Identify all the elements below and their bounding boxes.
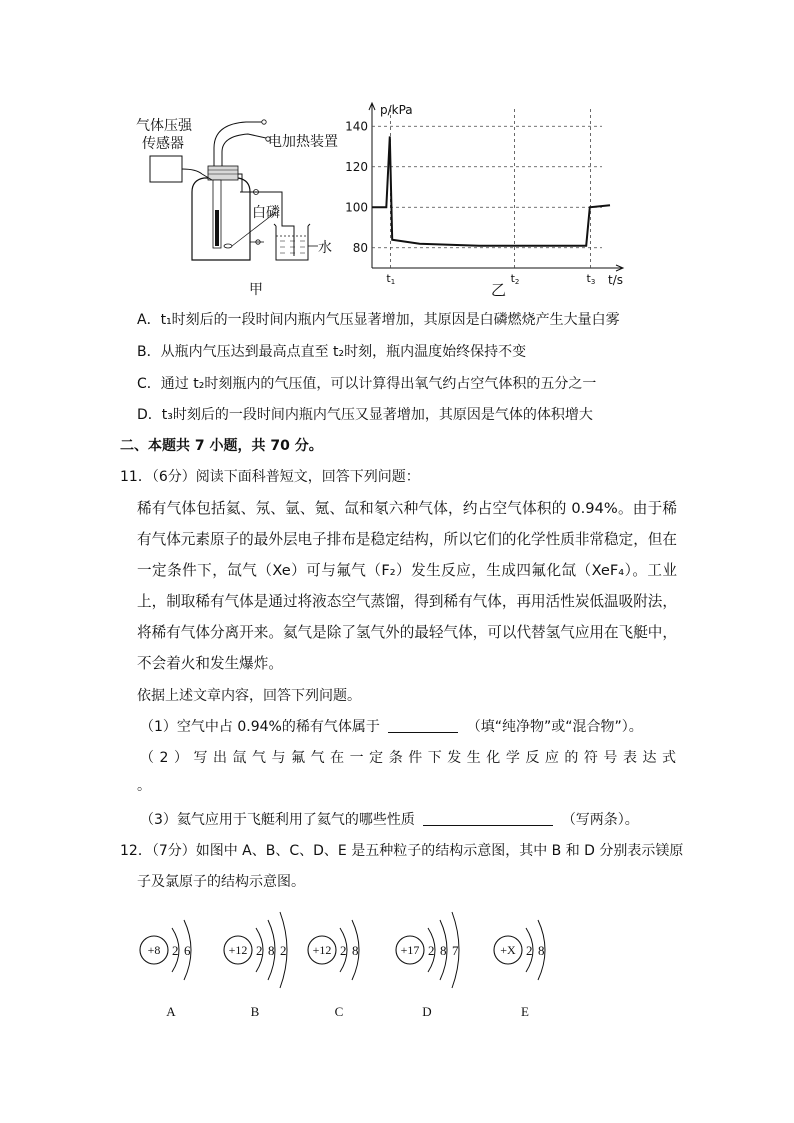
nucleus-charge: +X (500, 943, 516, 957)
option-d: D．t₃时刻后的一段时间内瓶内气压又显著增加，其原因是气体的体积增大 (137, 407, 593, 423)
heater-label: 电加热装置 (268, 134, 338, 150)
pressure-sensor-box (150, 156, 182, 182)
q12-stem-line1: 12．（7分）如图中 A、B、C、D、E 是五种粒子的结构示意图，其中 B 和 D 分别表示镁原 (120, 843, 684, 859)
particle-a (140, 920, 191, 1019)
electron-count: 2 (340, 943, 347, 958)
phosphorus-label: 白磷 (252, 205, 280, 221)
particle-label: C (334, 1004, 344, 1019)
nucleus-charge: +12 (312, 943, 332, 957)
sensor-label-2: 传感器 (142, 136, 184, 152)
electron-count: 8 (268, 943, 275, 958)
sensor-label-1: 气体压强 (136, 118, 192, 134)
option-b: B．从瓶内气压达到最高点直至 t₂时刻，瓶内温度始终保持不变 (137, 344, 527, 360)
particle-d (396, 912, 459, 1019)
stopper (208, 166, 238, 180)
figure-jia-caption: 甲 (249, 282, 263, 298)
particle-label: B (250, 1004, 260, 1019)
q11-prompt: 依据上述文章内容，回答下列问题。 (137, 688, 361, 704)
electron-count: 7 (452, 943, 459, 958)
x-tick-label: t3 (586, 272, 596, 286)
electron-count: 2 (172, 943, 179, 958)
water-label: 水 (318, 240, 332, 256)
particle-label: D (422, 1004, 432, 1019)
option-a: A．t₁时刻后的一段时间内瓶内气压显著增加，其原因是白磷燃烧产生大量白雾 (137, 312, 620, 328)
section-heading: 二、本题共 7 小题，共 70 分。 (120, 438, 323, 454)
electron-count: 6 (184, 943, 191, 958)
x-tick-label: t2 (510, 272, 520, 286)
q11-sub3-blank[interactable] (423, 811, 553, 826)
electron-count: 8 (538, 943, 545, 958)
y-tick-label: 140 (345, 119, 368, 134)
atomic-structure-diagrams (120, 895, 680, 1030)
q11-sub3-hint: （写两条）。 (561, 812, 639, 828)
electron-count: 8 (440, 943, 447, 958)
q11-stem: 11．（6分）阅读下面科普短文，回答下列问题： (120, 469, 420, 485)
y-tick-label: 120 (345, 159, 368, 174)
electron-count: 8 (352, 943, 359, 958)
q11-sub1-text: （1）空气中占 0.94%的稀有气体属于 (140, 719, 380, 735)
particle-e (494, 920, 545, 1019)
beaker (276, 226, 308, 260)
q11-sub1-hint: （填“纯净物”或“混合物”）。 (466, 719, 643, 735)
q11-sub3 (140, 810, 639, 830)
q11-passage: 稀有气体包括氦、氖、氩、氪、氙和氡六种气体，约占空气体积的 0.94%。由于稀有气体元素原子的最外层电子排布是稳定结构，所以它们的化学性质非常稳定，但在一定条件下，氙气（Xe）可与氟气（F₂）发生反应，生成四氟化氙（XeF₄）。工业上，制取稀有气体是通过将液态空气蒸馏，得到稀有气体，再用活性炭低温吸附法，将稀有气体分离开来。氦气是除了氢气外的最轻气体，可以代替氢气应用在飞艇中，不会着火和发生爆炸。 (137, 500, 677, 672)
x-axis-label: t/s (608, 273, 623, 287)
q11-sub1-blank[interactable] (388, 718, 458, 733)
q11-sub1 (140, 717, 643, 737)
x-tick-label: t1 (386, 272, 396, 286)
y-axis-label: p/kPa (380, 103, 413, 117)
chart-caption: 乙 (491, 281, 507, 299)
electron-count: 2 (526, 943, 533, 958)
nucleus-charge: +8 (147, 943, 161, 957)
particle-b (224, 912, 287, 1019)
y-tick-label: 100 (345, 200, 368, 215)
option-c: C．通过 t₂时刻瓶内的气压值，可以计算得出氧气约占空气体积的五分之一 (137, 376, 597, 392)
electron-count: 2 (428, 943, 435, 958)
nucleus-charge: +17 (400, 943, 420, 957)
electron-count: 2 (280, 943, 287, 958)
particle-c (308, 920, 359, 1019)
pressure-series-line (372, 136, 610, 245)
pressure-chart (340, 96, 640, 301)
q11-sub2: （2）写出氙气与氟气在一定条件下发生化学反应的符号表达式 (140, 750, 676, 766)
q12-stem-line2: 子及氯原子的结构示意图。 (137, 874, 305, 890)
particle-label: A (166, 1004, 176, 1019)
q11-sub2-end: 。 (137, 778, 151, 794)
q11-sub3-text: （3）氦气应用于飞艇利用了氦气的哪些性质 (140, 812, 415, 828)
electron-count: 2 (256, 943, 263, 958)
y-tick-label: 80 (352, 240, 368, 255)
particle-label: E (521, 1004, 529, 1019)
nucleus-charge: +12 (228, 943, 248, 957)
